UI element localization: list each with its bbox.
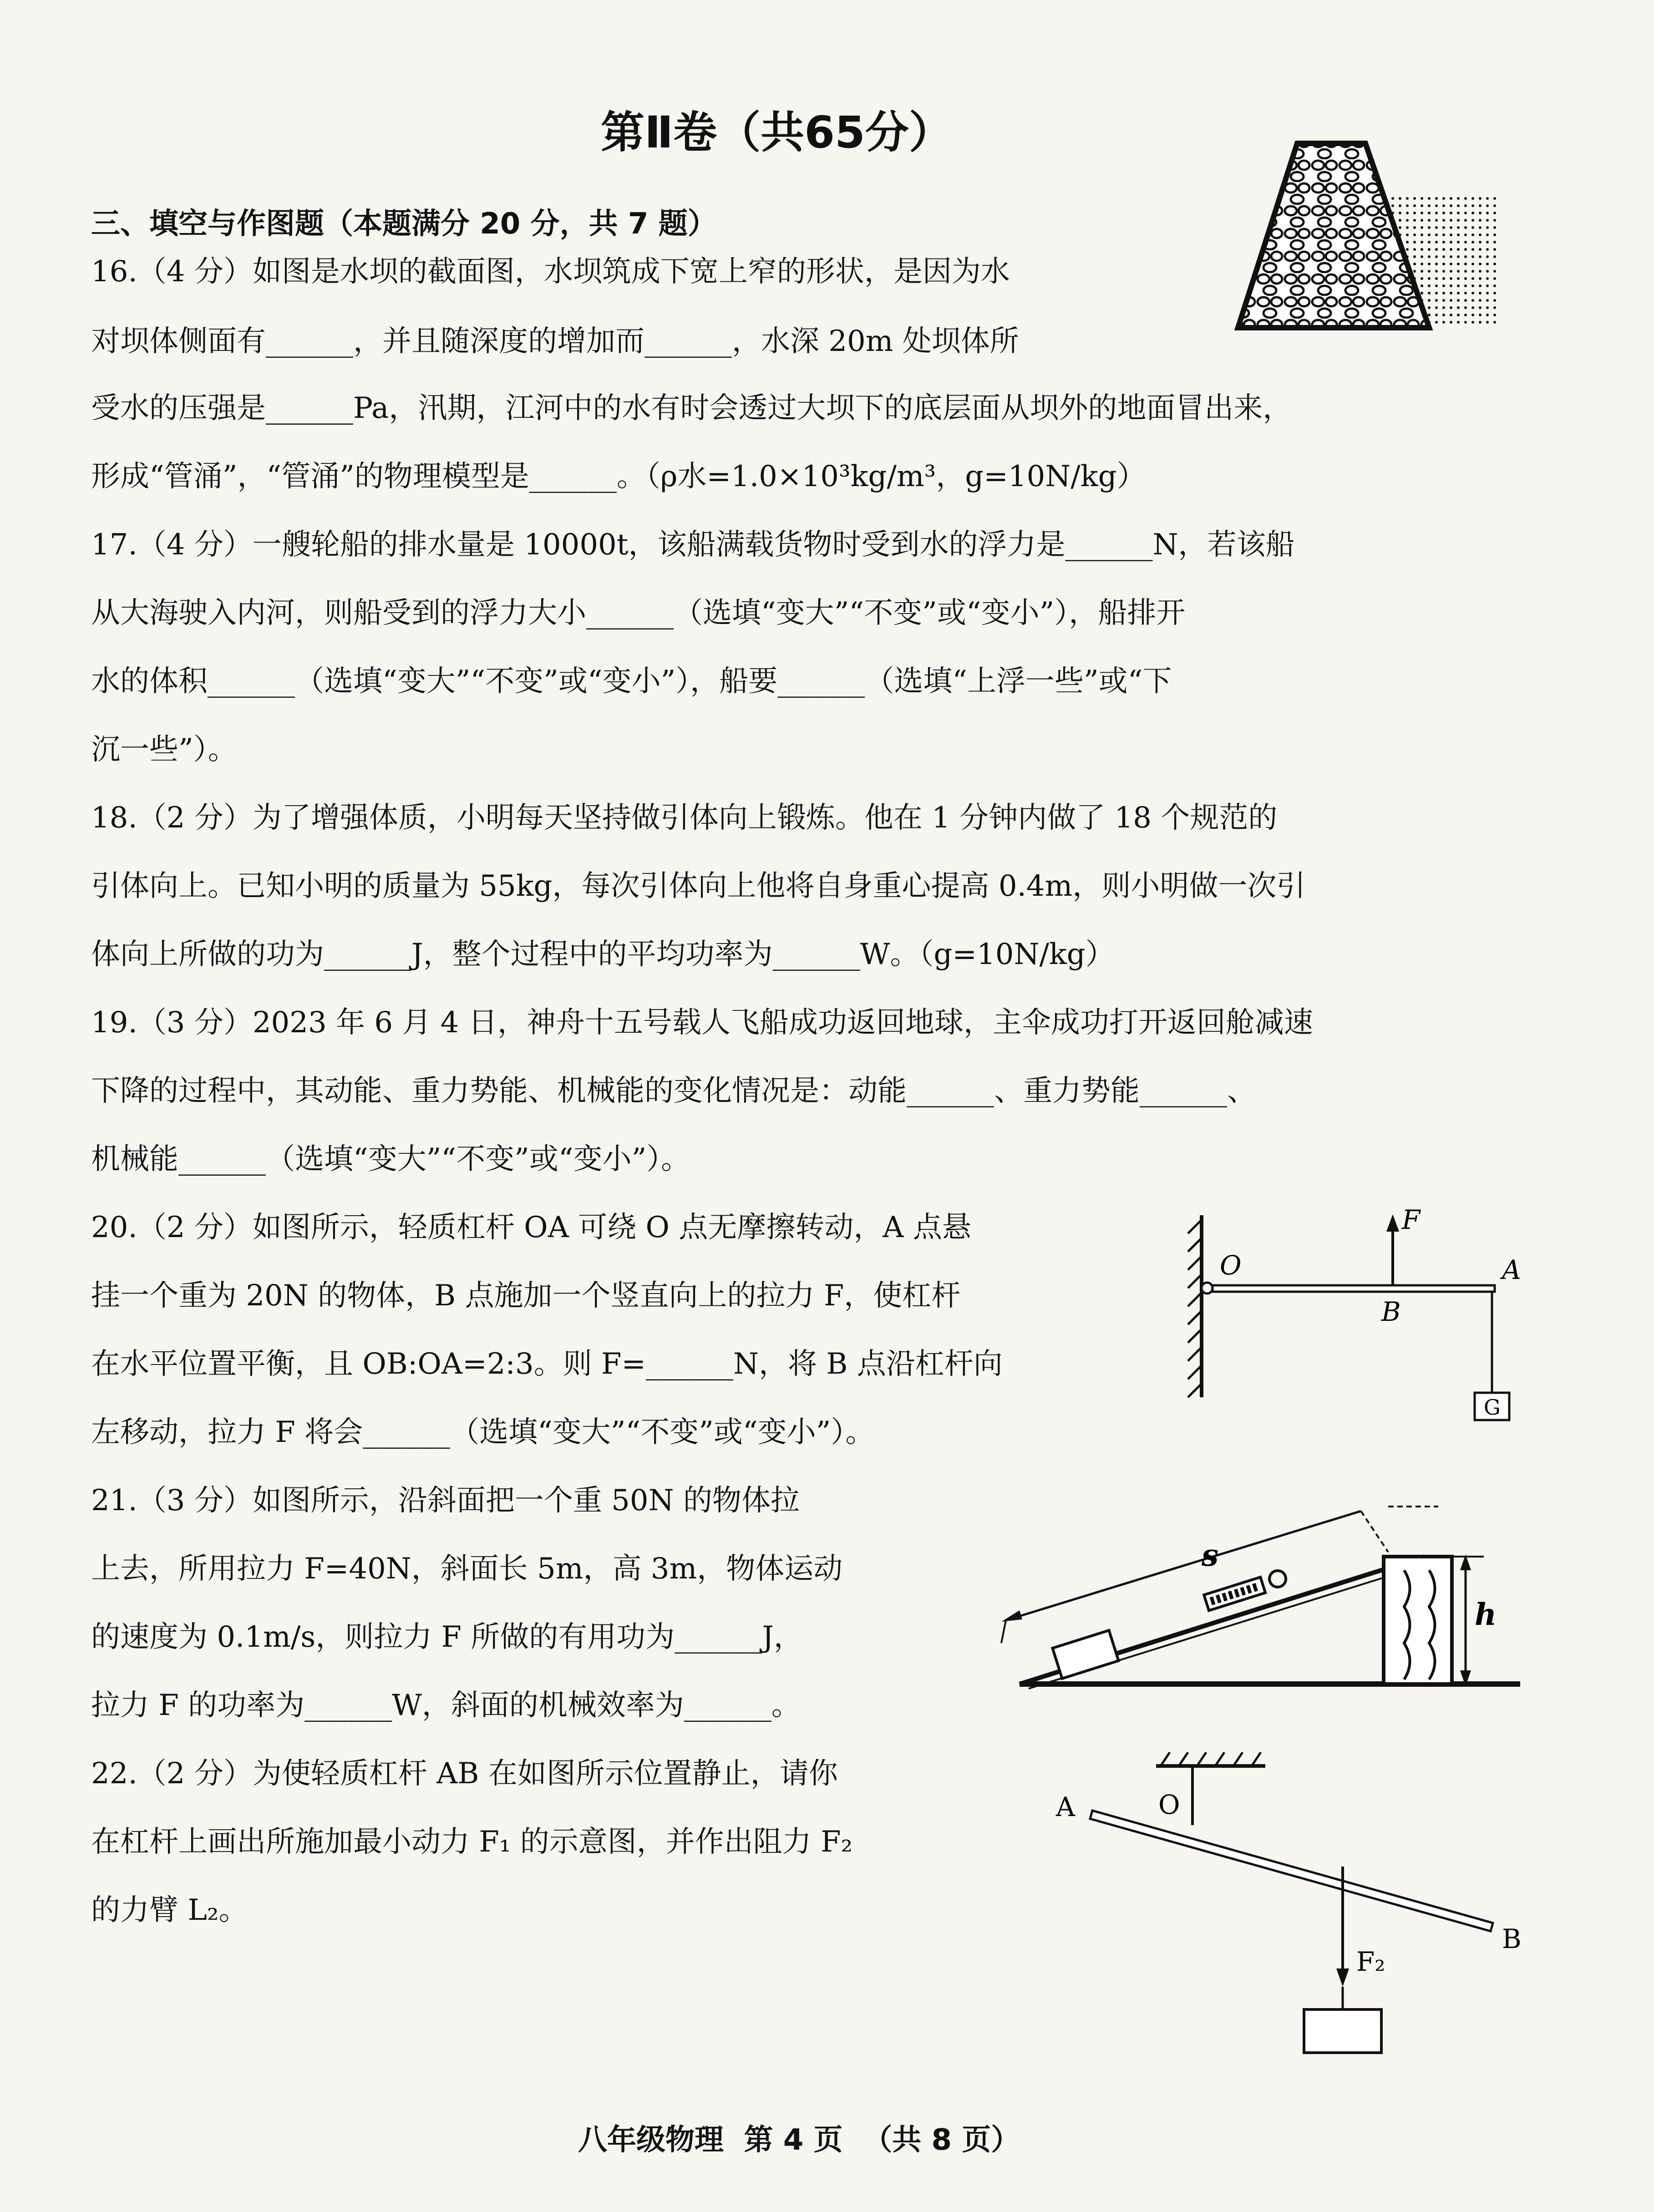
page-footer: 八年级物理 第 4 页 （共 8 页） xyxy=(578,2123,1020,2157)
dash-end xyxy=(1361,1511,1388,1552)
q17-line-3: 水的体积______（选填“变大”“不变”或“变小”），船要______（选填“上浮一些”或“下 xyxy=(91,665,1172,698)
q22-line-1: 22.（2 分）为使轻质杠杆 AB 在如图所示位置静止，请你 xyxy=(91,1757,838,1791)
q22-line-3: 的力臂 L₂。 xyxy=(91,1893,248,1927)
length-s-arrowhead xyxy=(1001,1610,1022,1622)
q16-line-3: 受水的压强是______Pa，汛期，江河中的水有时会透过大坝下的底层面从坝外的地面冒出来， xyxy=(91,391,1292,425)
q21-line-3: 的速度为 0.1m/s，则拉力 F 所做的有用功为______J， xyxy=(91,1620,803,1654)
q21-line-4: 拉力 F 的功率为______W，斜面的机械效率为______。 xyxy=(91,1689,801,1722)
dam-figure xyxy=(1229,137,1502,337)
label-a: A xyxy=(1502,1254,1521,1285)
support-block xyxy=(1384,1557,1452,1684)
pivot-o xyxy=(1202,1283,1213,1294)
q18-line-1: 18.（2 分）为了增强体质，小明每天坚持做引体向上锻炼。他在 1 分钟内做了 18 个规范的 xyxy=(91,801,1278,835)
q21-line-1: 21.（3 分）如图所示，沿斜面把一个重 50N 的物体拉 xyxy=(91,1484,800,1517)
length-s-tick xyxy=(1001,1620,1006,1643)
weight-box xyxy=(1304,2009,1381,2053)
q19-line-1: 19.（3 分）2023 年 6 月 4 日，神舟十五号载人飞船成功返回地球，主伞成功打开返回舱减速 xyxy=(91,1006,1313,1040)
q17-line-4: 沉一些”）。 xyxy=(91,733,237,766)
q16-line-2: 对坝体侧面有______，并且随深度的增加而______，水深 20m 处坝体所 xyxy=(91,325,1019,358)
q19-line-2: 下降的过程中，其动能、重力势能、机械能的变化情况是：动能______、重力势能______、 xyxy=(91,1074,1256,1108)
ceiling-hatch xyxy=(1161,1752,1261,1766)
label-f: F xyxy=(1402,1204,1421,1235)
block-object xyxy=(1052,1630,1118,1679)
force-f-arrowhead xyxy=(1386,1214,1399,1232)
lever-q20-figure xyxy=(1174,1202,1529,1438)
q18-line-2: 引体向上。已知小明的质量为 55kg，每次引体向上他将自身重心提高 0.4m，则小明做一次引 xyxy=(91,869,1306,903)
q21-line-2: 上去，所用拉力 F=40N，斜面长 5m，高 3m，物体运动 xyxy=(91,1552,843,1586)
label-b: B xyxy=(1502,1923,1522,1954)
lever-ab xyxy=(1090,1811,1493,1931)
q19-line-3: 机械能______（选填“变大”“不变”或“变小”）。 xyxy=(91,1142,690,1176)
q16-line-4: 形成“管涌”，“管涌”的物理模型是______。（ρ水=1.0×10³kg/m³，g=10N/kg） xyxy=(91,460,1146,493)
q17-line-1: 17.（4 分）一艘轮船的排水量是 10000t，该船满载货物时受到水的浮力是______N，若该船 xyxy=(91,528,1295,562)
q20-line-1: 20.（2 分）如图所示，轻质杠杆 OA 可绕 O 点无摩擦转动，A 点悬 xyxy=(91,1211,971,1244)
q20-line-2: 挂一个重为 20N 的物体，B 点施加一个竖直向上的拉力 F，使杠杆 xyxy=(91,1279,961,1313)
label-g: G xyxy=(1484,1395,1501,1420)
label-o: O xyxy=(1158,1789,1180,1820)
force-f2-arrowhead xyxy=(1336,1968,1349,1987)
q20-line-4: 左移动，拉力 F 将会______（选填“变大”“不变”或“变小”）。 xyxy=(91,1415,875,1449)
wall-hatch xyxy=(1188,1220,1202,1397)
page-title: 第Ⅱ卷（共65分） xyxy=(601,107,953,158)
q16-line-1: 16.（4 分）如图是水坝的截面图，水坝筑成下宽上窄的形状，是因为水 xyxy=(91,255,1010,289)
lever-bar xyxy=(1213,1285,1495,1292)
label-f2: F₂ xyxy=(1356,1946,1385,1977)
q20-line-3: 在水平位置平衡，且 OB:OA=2:3。则 F=______N，将 B 点沿杠杆向 xyxy=(91,1347,1003,1381)
q18-line-3: 体向上所做的功为______J，整个过程中的平均功率为______W。（g=10N/kg） xyxy=(91,938,1115,971)
label-o: O xyxy=(1220,1250,1242,1281)
incline-q21-figure xyxy=(979,1502,1525,1702)
q17-line-2: 从大海驶入内河，则船受到的浮力大小______（选填“变大”“不变”或“变小”），船排开 xyxy=(91,596,1186,630)
section-header: 三、填空与作图题（本题满分 20 分，共 7 题） xyxy=(91,207,717,241)
lever-q22-figure xyxy=(1047,1739,1538,2057)
label-b: B xyxy=(1381,1296,1401,1327)
label-h: h xyxy=(1475,1597,1497,1632)
length-s-line xyxy=(1006,1511,1361,1620)
label-a: A xyxy=(1056,1791,1075,1822)
label-s: s xyxy=(1202,1537,1219,1573)
q22-line-2: 在杠杆上画出所施加最小动力 F₁ 的示意图，并作出阻力 F₂ xyxy=(91,1825,853,1859)
